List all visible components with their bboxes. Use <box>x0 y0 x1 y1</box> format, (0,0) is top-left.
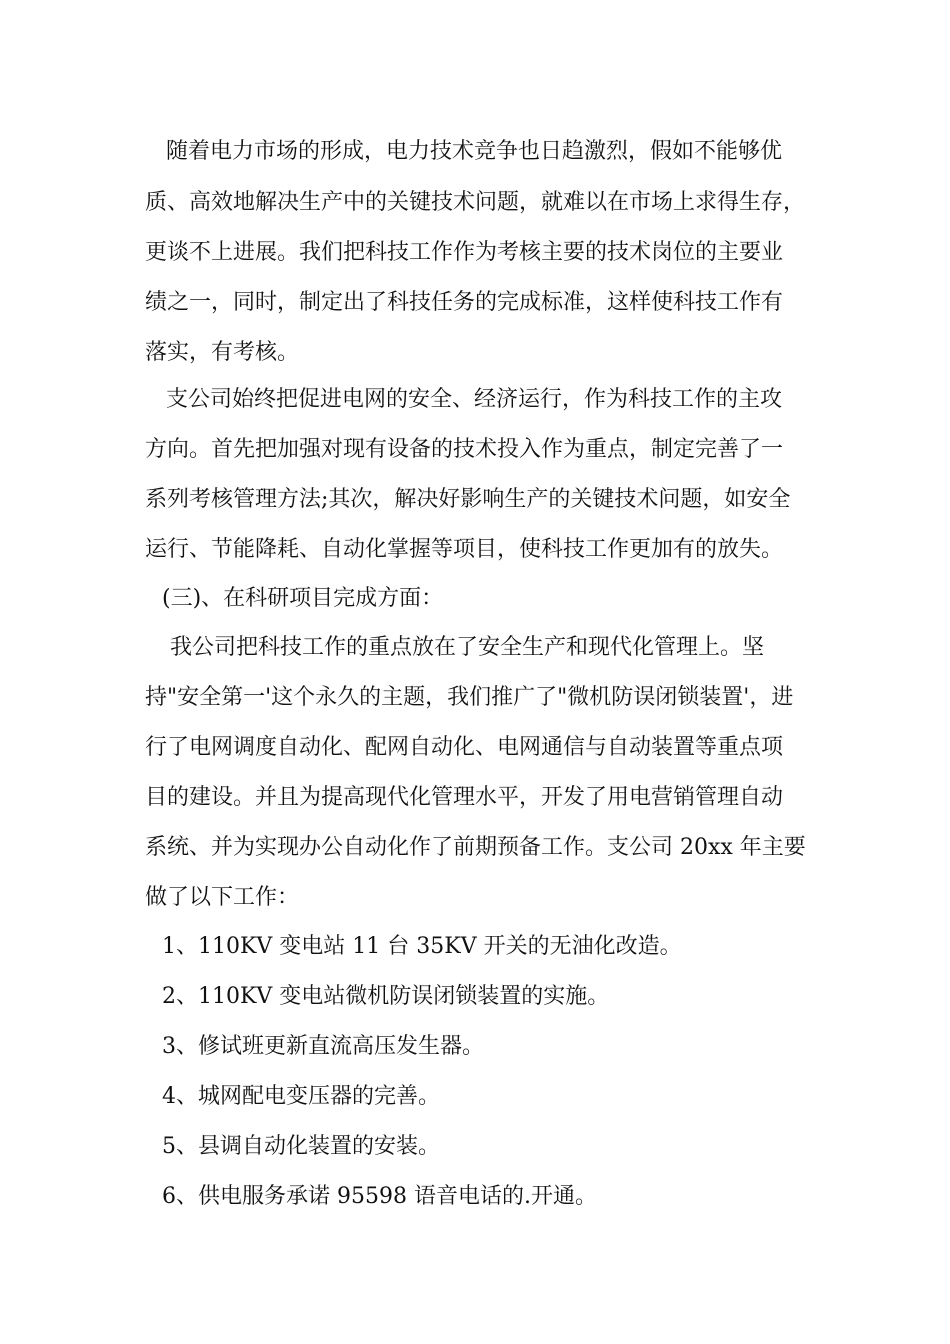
paragraph-4-line-3: 行了电网调度自动化、配网自动化、电网通信与自动装置等重点项 <box>145 735 784 760</box>
paragraph-4-line-1: 我公司把科技工作的重点放在了安全生产和现代化管理上。坚 <box>170 635 765 660</box>
paragraph-1-line-4: 绩之一，同时，制定出了科技任务的完成标准，这样使科技工作有 <box>145 290 784 315</box>
paragraph-1-line-5: 落实，有考核。 <box>145 340 300 365</box>
paragraph-1-line-3: 更谈不上进展。我们把科技工作作为考核主要的技术岗位的主要业 <box>145 240 784 265</box>
list-item: 4、城网配电变压器的完善。 <box>162 1084 440 1109</box>
paragraph-4-line-5: 系统、并为实现办公自动化作了前期预备工作。支公司 20xx 年主要 <box>145 835 806 860</box>
paragraph-4-line-2: 持"安全第一'这个永久的主题，我们推广了"微机防误闭锁装置'，进 <box>145 685 794 710</box>
paragraph-2-line-1: 支公司始终把促进电网的安全、经济运行，作为科技工作的主攻 <box>166 387 783 412</box>
list-item: 6、供电服务承诺 95598 语音电话的.开通。 <box>162 1184 597 1209</box>
paragraph-4-line-6: 做了以下工作： <box>145 885 300 910</box>
paragraph-2-line-3: 系列考核管理方法;其次，解决好影响生产的关键技术问题，如安全 <box>145 487 791 512</box>
paragraph-2-line-4: 运行、节能降耗、自动化掌握等项目，使科技工作更加有的放失。 <box>145 537 784 562</box>
paragraph-1-line-1: 随着电力市场的形成，电力技术竞争也日趋激烈，假如不能够优 <box>166 139 783 164</box>
paragraph-2-line-2: 方向。首先把加强对现有设备的技术投入作为重点，制定完善了一 <box>145 437 784 462</box>
list-item: 5、县调自动化装置的安装。 <box>162 1134 440 1159</box>
section-heading: (三)、在科研项目完成方面： <box>162 586 444 611</box>
list-item: 3、修试班更新直流高压发生器。 <box>162 1034 484 1059</box>
paragraph-4-line-4: 目的建设。并且为提高现代化管理水平，开发了用电营销管理自动 <box>145 785 784 810</box>
list-item: 2、110KV 变电站微机防误闭锁装置的实施。 <box>162 984 610 1009</box>
paragraph-1-line-2: 质、高效地解决生产中的关键技术问题，就难以在市场上求得生存， <box>145 190 806 215</box>
list-item: 1、110KV 变电站 11 台 35KV 开关的无油化改造。 <box>162 934 682 959</box>
